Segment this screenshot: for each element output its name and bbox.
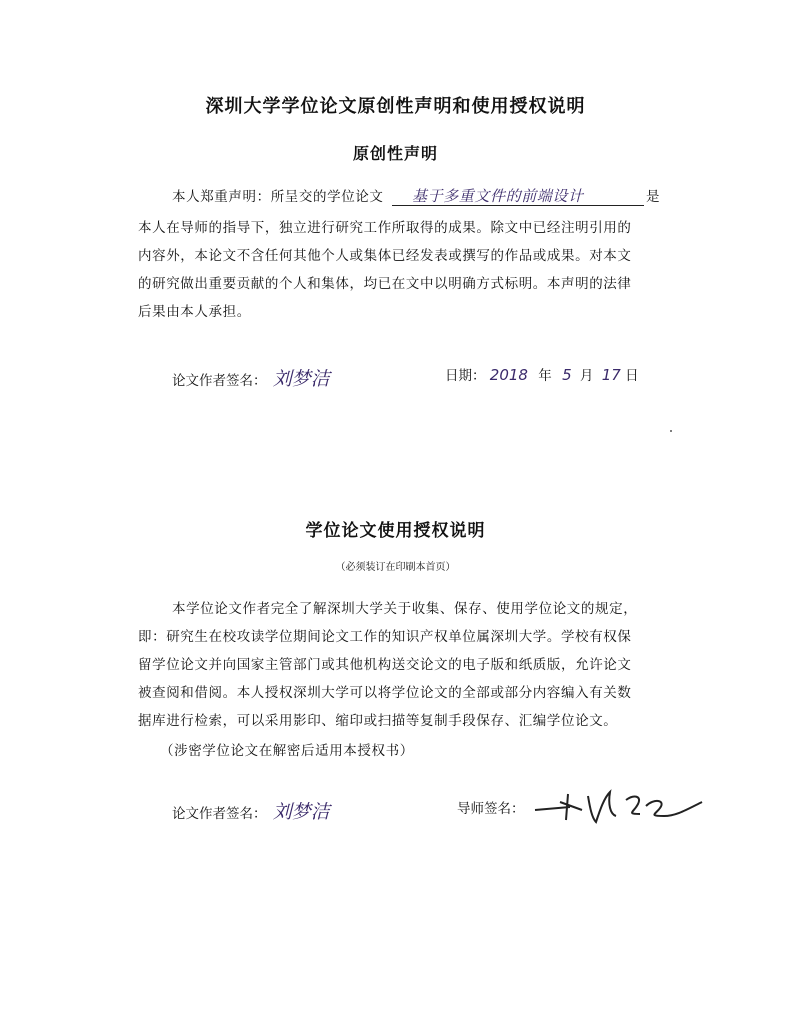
originality-line-1: 本人郑重声明：所呈交的学位论文 bbox=[172, 189, 384, 205]
thesis-title-underline bbox=[392, 205, 644, 206]
originality-date-row bbox=[445, 364, 639, 384]
authorization-section-title: 学位论文使用授权说明 bbox=[305, 521, 486, 541]
originality-line-4: 的研究做出重要贡献的个人和集体，均已在文中以明确方式标明。本声明的法律 bbox=[138, 276, 632, 292]
document-title: 深圳大学学位论文原创性声明和使用授权说明 bbox=[205, 96, 586, 117]
author-signature-2: 刘梦洁 bbox=[272, 801, 330, 823]
supervisor-signature-icon bbox=[530, 780, 710, 830]
authorization-binding-note: （必须装订在印刷本首页） bbox=[335, 562, 456, 573]
secret-thesis-note: （涉密学位论文在解密后适用本授权书） bbox=[160, 743, 414, 759]
originality-line-5: 后果由本人承担。 bbox=[138, 304, 251, 320]
thesis-title-handwritten: 基于多重文件的前端设计 bbox=[412, 187, 584, 205]
authorization-line-2: 即：研究生在校攻读学位期间论文工作的知识产权单位属深圳大学。学校有权保 bbox=[138, 629, 632, 645]
date-year: 2018 bbox=[489, 366, 528, 384]
originality-line-2: 本人在导师的指导下，独立进行研究工作所取得的成果。除文中已经注明引用的 bbox=[138, 220, 632, 236]
authorization-line-1: 本学位论文作者完全了解深圳大学关于收集、保存、使用学位论文的规定， bbox=[172, 601, 638, 617]
authorization-author-signature-row bbox=[172, 797, 330, 824]
date-day: 17 bbox=[601, 366, 621, 384]
originality-line-1-end: 是 bbox=[646, 189, 661, 205]
author-signature-label-2: 论文作者签名： bbox=[172, 806, 267, 822]
date-year-unit: 年 bbox=[538, 368, 552, 384]
originality-author-signature-row bbox=[172, 364, 330, 391]
authorization-line-4: 被查阅和借阅。本人授权深圳大学可以将学位论文的全部或部分内容编入有关数 bbox=[138, 685, 632, 701]
authorization-line-3: 留学位论文并向国家主管部门或其他机构送交论文的电子版和纸质版，允许论文 bbox=[138, 657, 632, 673]
date-month: 5 bbox=[562, 366, 572, 384]
originality-section-title: 原创性声明 bbox=[352, 144, 438, 163]
author-signature: 刘梦洁 bbox=[272, 368, 330, 390]
originality-line-3: 内容外，本论文不含任何其他个人或集体已经发表或撰写的作品或成果。对本文 bbox=[138, 248, 632, 264]
authorization-line-5: 据库进行检索，可以采用影印、缩印或扫描等复制手段保存、汇编学位论文。 bbox=[138, 713, 618, 729]
supervisor-signature-row bbox=[457, 797, 525, 817]
date-day-unit: 日 bbox=[625, 368, 639, 384]
date-month-unit: 月 bbox=[579, 368, 594, 384]
supervisor-signature-label: 导师签名： bbox=[457, 801, 525, 817]
scan-speck bbox=[670, 430, 672, 432]
date-label: 日期： bbox=[445, 368, 486, 384]
author-signature-label: 论文作者签名： bbox=[172, 373, 267, 389]
